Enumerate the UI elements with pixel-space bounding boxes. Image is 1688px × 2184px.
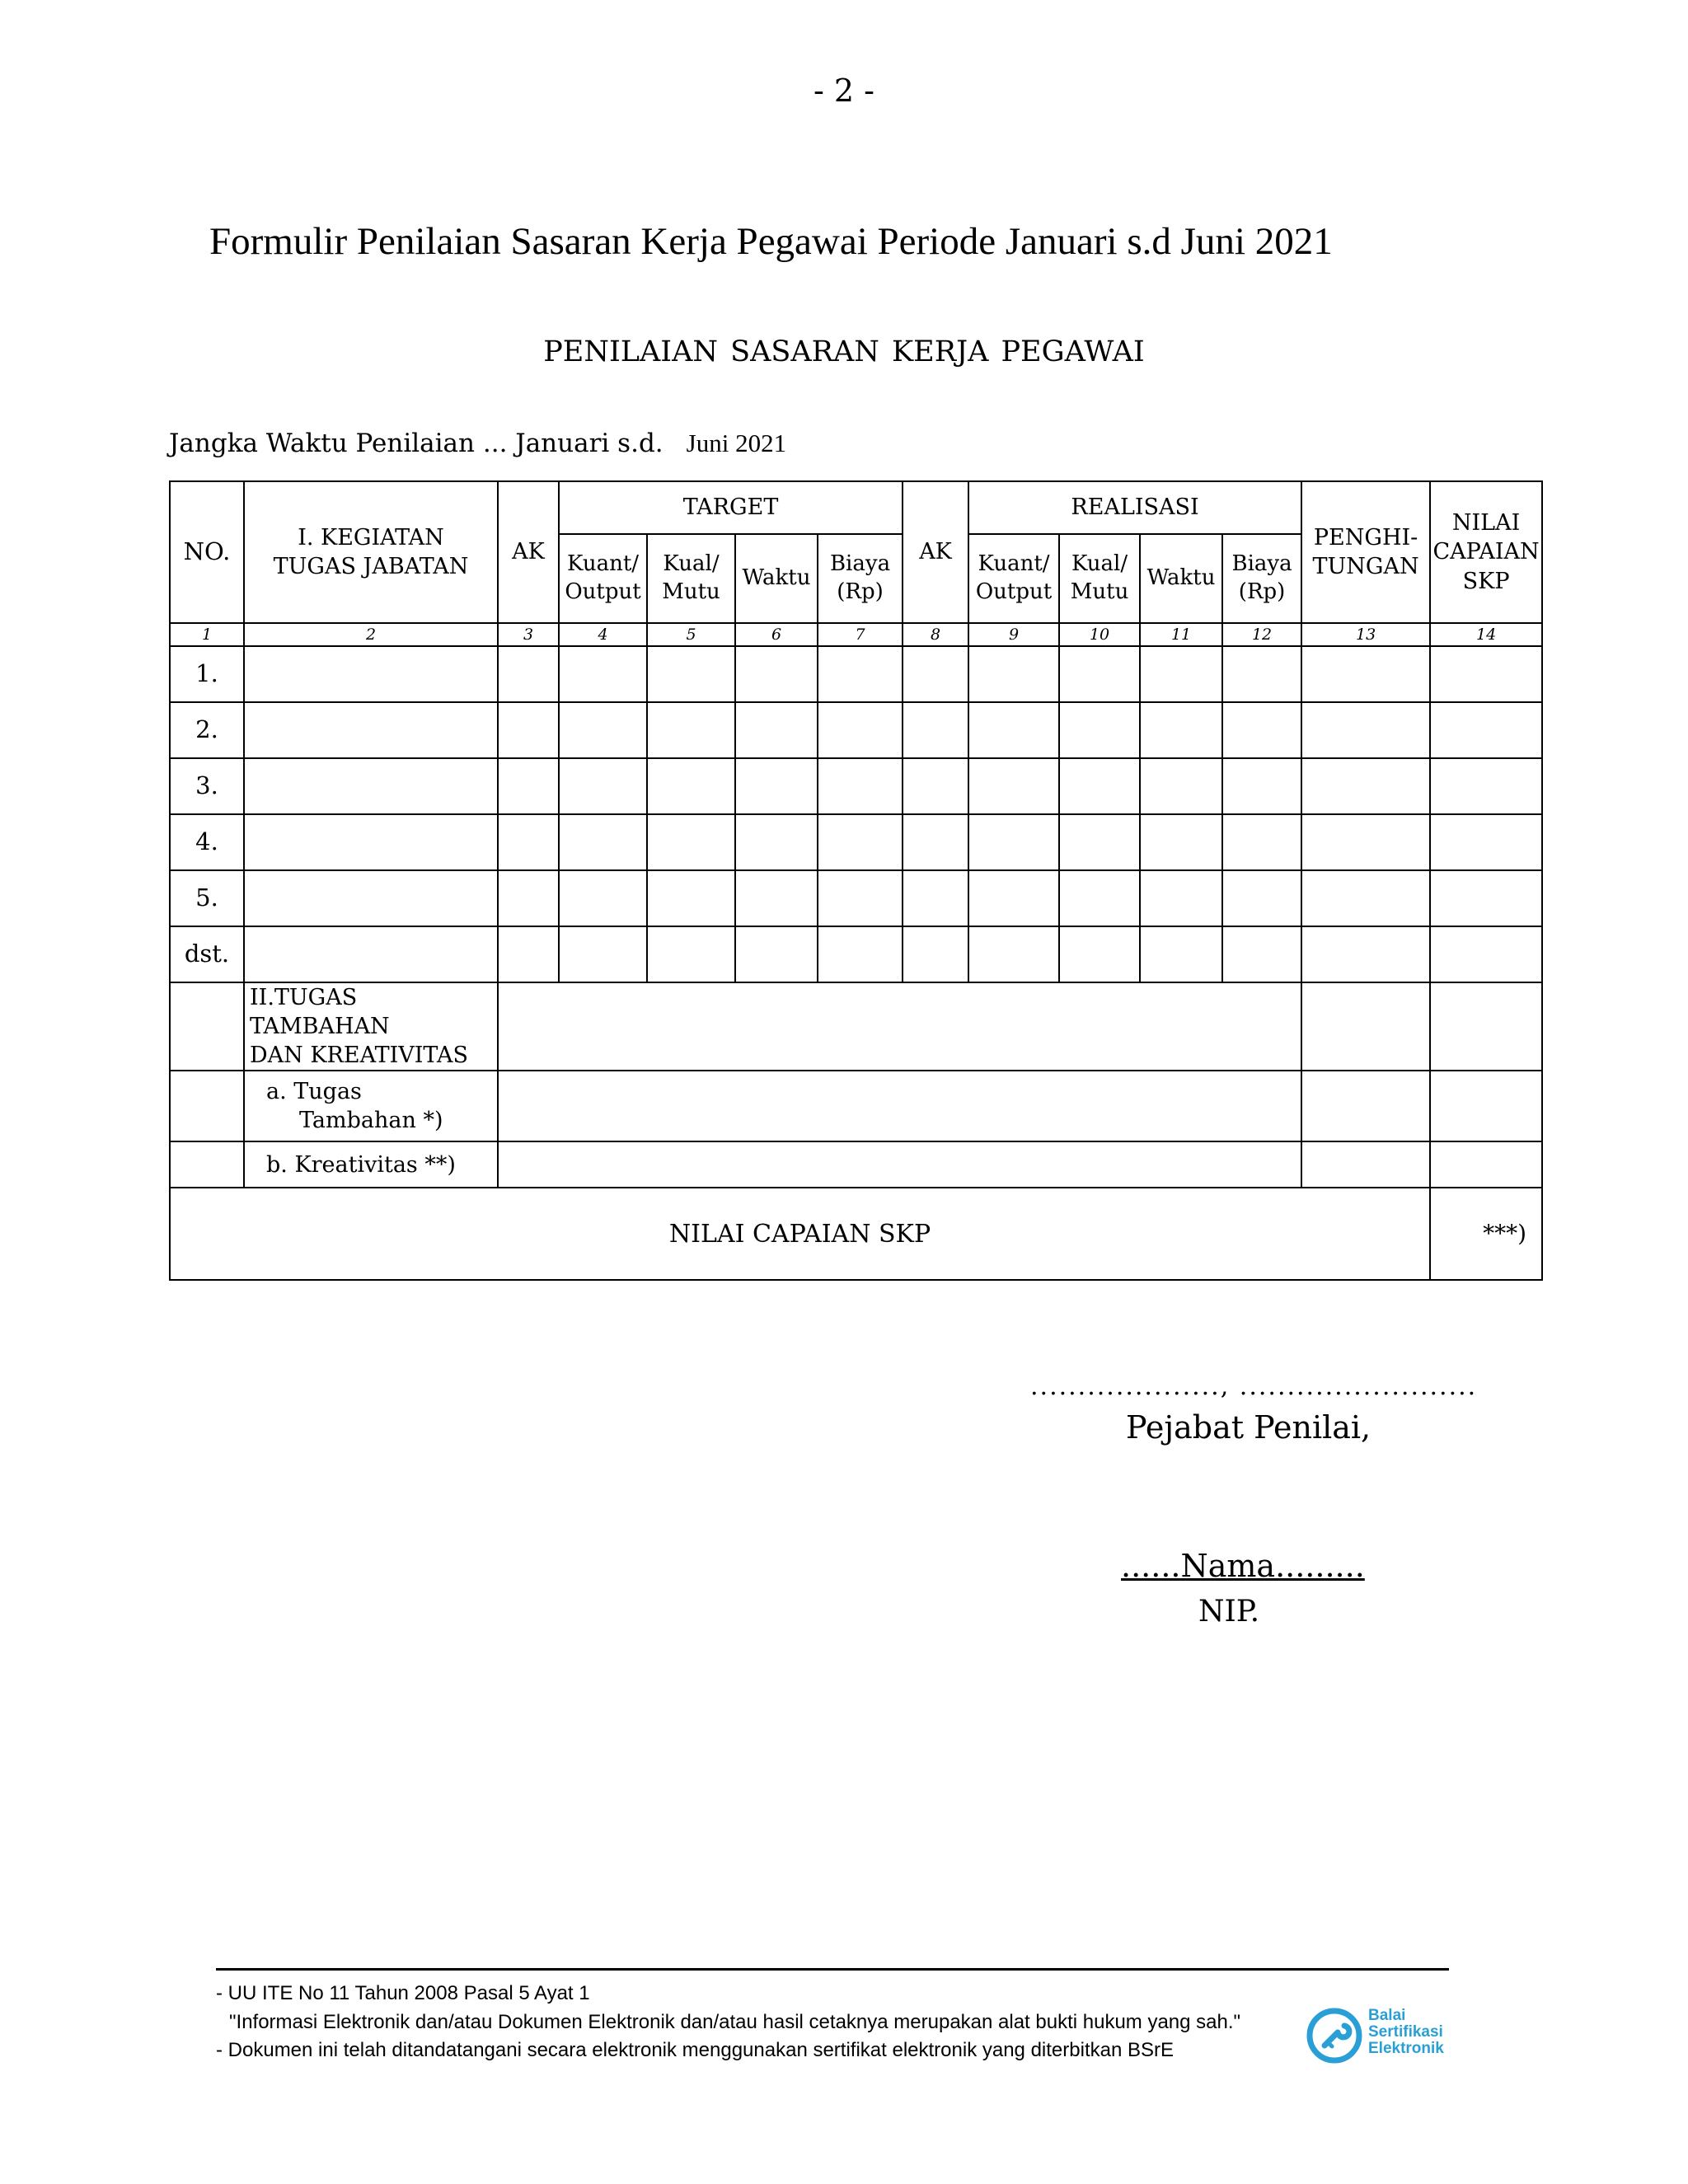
row-number: 3. — [170, 758, 244, 814]
header-no: NO. — [170, 481, 244, 623]
column-number: 2 — [244, 623, 498, 646]
tugas-tambahan-row — [170, 1071, 1542, 1141]
header-realisasi-waktu: Waktu — [1140, 534, 1222, 623]
biaya-line1: Biaya — [1231, 551, 1292, 577]
header-nilai-capaian — [1430, 481, 1542, 623]
table-row — [170, 814, 1542, 870]
header-ak-target: AK — [498, 481, 559, 623]
total-row — [170, 1188, 1542, 1280]
section-title: PENILAIAN SASARAN KERJA PEGAWAI — [543, 335, 1145, 368]
header-target-kual — [647, 534, 735, 623]
header-kegiatan-line2: TUGAS JABATAN — [273, 554, 469, 579]
table-row — [170, 702, 1542, 758]
bsre-logo-text — [1368, 2008, 1444, 2057]
tugas-tambahan-line1: a. Tugas — [266, 1079, 362, 1105]
header-realisasi: REALISASI — [968, 481, 1301, 534]
footer-signature-note: - Dokumen ini telah ditandatangani secara elektronik menggunakan sertifikat elektronik yang diterbitkan BSrE — [216, 2039, 1174, 2061]
header-realisasi-biaya — [1222, 534, 1301, 623]
column-number: 12 — [1222, 623, 1301, 646]
footer-law-reference: - UU ITE No 11 Tahun 2008 Pasal 5 Ayat 1 — [216, 1982, 590, 2004]
bsre-logo-line1: Balai — [1368, 2007, 1406, 2024]
biaya-line1: Biaya — [829, 551, 891, 577]
table-row — [170, 926, 1542, 982]
column-number: 8 — [903, 623, 968, 646]
kual-line2: Mutu — [1070, 579, 1129, 604]
kual-line2: Mutu — [662, 579, 720, 604]
header-kegiatan-line1: I. KEGIATAN — [298, 524, 444, 551]
header-target-kuant — [559, 534, 647, 623]
header-penghitungan-line2: TUNGAN — [1312, 554, 1419, 579]
header-nilai-line2: CAPAIAN — [1432, 539, 1540, 565]
kuant-line2: Output — [975, 579, 1053, 604]
column-number: 3 — [498, 623, 559, 646]
column-number: 4 — [559, 623, 647, 646]
column-number-row — [170, 623, 1542, 646]
header-penghitungan-line1: PENGHI- — [1313, 524, 1418, 551]
header-realisasi-kuant — [968, 534, 1059, 623]
row-number: 5. — [170, 870, 244, 926]
column-number: 11 — [1140, 623, 1222, 646]
header-target-waktu: Waktu — [735, 534, 818, 623]
column-number: 7 — [818, 623, 903, 646]
row-number: 1. — [170, 646, 244, 702]
place-date: ...................., ......................... — [1030, 1372, 1478, 1401]
bsre-logo-icon — [1306, 2008, 1362, 2064]
total-label: NILAI CAPAIAN SKP — [170, 1188, 1430, 1280]
tambahan-line2: DAN KREATIVITAS — [250, 1043, 468, 1069]
period-line — [169, 429, 786, 458]
table-row — [170, 870, 1542, 926]
page-number: - 2 - — [813, 73, 874, 109]
column-number: 13 — [1301, 623, 1430, 646]
kreativitas-row — [170, 1141, 1542, 1188]
tugas-tambahan-heading — [244, 982, 498, 1071]
period-label: Jangka Waktu Penilaian ... Januari s.d. — [169, 429, 663, 458]
kuant-line1: Kuant/ — [566, 551, 640, 577]
kuant-line1: Kuant/ — [978, 551, 1050, 577]
skp-table — [169, 480, 1543, 1281]
kreativitas-label: b. Kreativitas **) — [244, 1141, 498, 1188]
total-value: ***) — [1430, 1188, 1542, 1280]
footer-divider — [216, 1968, 1449, 1971]
column-number: 10 — [1059, 623, 1140, 646]
header-target-biaya — [818, 534, 903, 623]
column-number: 6 — [735, 623, 818, 646]
column-number: 5 — [647, 623, 735, 646]
signer-role: Pejabat Penilai, — [1126, 1409, 1372, 1446]
row-number: dst. — [170, 926, 244, 982]
header-nilai-line1: NILAI — [1451, 510, 1521, 537]
period-value: Juni 2021 — [686, 429, 787, 457]
tugas-tambahan-header-row — [170, 982, 1542, 1071]
kual-line1: Kual/ — [663, 551, 720, 577]
biaya-line2: (Rp) — [837, 579, 884, 604]
header-kegiatan — [244, 481, 498, 623]
header-penghitungan — [1301, 481, 1430, 623]
header-nilai-line3: SKP — [1462, 568, 1510, 594]
row-number: 2. — [170, 702, 244, 758]
header-realisasi-kual — [1059, 534, 1140, 623]
table-row — [170, 758, 1542, 814]
row-number: 4. — [170, 814, 244, 870]
tugas-tambahan-label — [244, 1071, 498, 1141]
footer-law-quote: "Informasi Elektronik dan/atau Dokumen Elektronik dan/atau hasil cetaknya merupakan alat bukti hukum yang sah." — [229, 2011, 1241, 2033]
kuant-line2: Output — [565, 579, 641, 604]
column-number: 9 — [968, 623, 1059, 646]
header-target: TARGET — [559, 481, 903, 534]
tugas-tambahan-line2: Tambahan *) — [299, 1108, 443, 1134]
kual-line1: Kual/ — [1071, 551, 1128, 577]
table-row — [170, 646, 1542, 702]
signer-nip: NIP. — [1198, 1595, 1260, 1629]
biaya-line2: (Rp) — [1238, 579, 1286, 604]
form-title: Formulir Penilaian Sasaran Kerja Pegawai Periode Januari s.d Juni 2021 — [209, 220, 1333, 263]
bsre-logo-line3: Elektronik — [1368, 2040, 1444, 2057]
column-number: 14 — [1430, 623, 1542, 646]
header-ak-realisasi: AK — [903, 481, 968, 623]
bsre-logo-line2: Sertifikasi — [1368, 2023, 1443, 2041]
tambahan-line1: II.TUGAS TAMBAHAN — [250, 985, 390, 1040]
column-number: 1 — [170, 623, 244, 646]
signer-name: ......Nama......... — [1121, 1548, 1365, 1584]
